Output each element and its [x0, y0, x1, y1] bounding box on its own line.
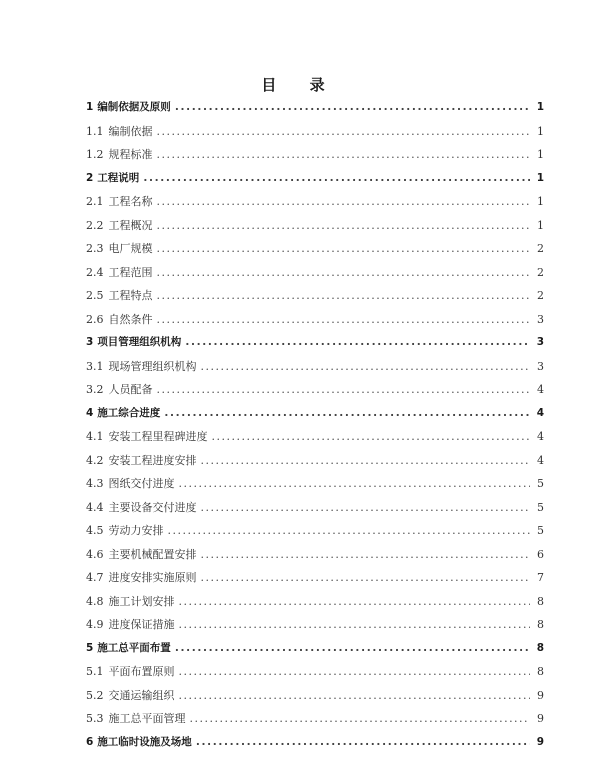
toc-section-entry[interactable] — [86, 566, 544, 590]
toc-dot-leader — [157, 190, 531, 214]
toc-page-number: 2 — [537, 265, 544, 279]
toc-entry-title: 进度保证措施 — [108, 618, 175, 631]
toc-dot-leader — [157, 120, 531, 144]
toc-section-entry[interactable] — [86, 261, 544, 285]
toc-entry-title: 工程特点 — [108, 289, 153, 302]
toc-chapter-entry[interactable] — [86, 402, 544, 426]
toc-entry-number: 2 — [86, 171, 94, 184]
toc-section-entry[interactable] — [86, 355, 544, 379]
toc-section-entry[interactable] — [86, 214, 544, 238]
toc-entry-title: 编制依据及原则 — [97, 101, 171, 113]
toc-entry-number: 4.3 — [86, 477, 104, 490]
toc-page-number: 3 — [536, 336, 544, 348]
toc-dot-leader — [157, 237, 531, 261]
toc-entry-number: 1.2 — [86, 148, 104, 161]
toc-page-number: 1 — [536, 101, 544, 113]
toc-page-number: 1 — [537, 218, 544, 232]
toc-dot-leader — [179, 684, 531, 708]
toc-entry-title: 工程概况 — [108, 218, 153, 232]
toc-entry-title: 电厂规模 — [108, 242, 153, 255]
toc-dot-leader — [179, 613, 531, 637]
toc-entry-number: 2.5 — [86, 289, 104, 302]
toc-dot-leader — [179, 590, 531, 614]
toc-entry-title: 安装工程里程碑进度 — [108, 430, 208, 443]
toc-page-number: 1 — [537, 195, 544, 208]
toc-entry-title: 交通运输组织 — [108, 688, 175, 702]
toc-entry-number: 4.1 — [86, 430, 104, 443]
toc-chapter-entry[interactable] — [86, 331, 544, 355]
toc-section-entry[interactable] — [86, 449, 544, 473]
toc-entry-title: 工程名称 — [108, 195, 153, 208]
toc-entry-title: 项目管理组织机构 — [97, 336, 182, 348]
toc-entry-title: 施工计划安排 — [108, 594, 175, 608]
toc-dot-leader — [157, 261, 531, 285]
toc-entry-title: 现场管理组织机构 — [108, 359, 197, 373]
toc-entry-number: 4.2 — [86, 453, 104, 467]
toc-page-number: 5 — [537, 477, 544, 490]
toc-dot-leader — [175, 96, 530, 120]
toc-page-number: 7 — [537, 571, 544, 584]
toc-section-entry[interactable] — [86, 378, 544, 402]
toc-page-number: 2 — [537, 242, 544, 255]
toc-entry-number: 2.1 — [86, 195, 104, 208]
toc-entry-title: 施工综合进度 — [97, 406, 161, 419]
toc-chapter-entry[interactable] — [86, 96, 544, 120]
toc-entry-title: 图纸交付进度 — [108, 477, 175, 490]
toc-section-entry[interactable] — [86, 308, 544, 332]
toc-entry-number: 1.1 — [86, 124, 104, 138]
toc-entry-number: 5.1 — [86, 665, 104, 678]
toc-dot-leader — [179, 472, 531, 496]
toc-entry-title: 施工总平面布置 — [97, 641, 171, 654]
toc-entry-number: 5 — [86, 641, 94, 654]
toc-page-number: 9 — [536, 735, 544, 748]
toc-dot-leader — [157, 284, 531, 308]
toc-dot-leader — [157, 308, 531, 332]
toc-section-entry[interactable] — [86, 707, 544, 731]
toc-entry-number: 6 — [86, 735, 94, 748]
toc-section-entry[interactable] — [86, 660, 544, 684]
toc-dot-leader — [201, 543, 531, 567]
toc-entry-number: 2.4 — [86, 265, 104, 279]
toc-entry-title: 施工总平面管理 — [108, 712, 186, 725]
toc-page-number: 3 — [537, 359, 544, 373]
toc-section-entry[interactable] — [86, 284, 544, 308]
toc-entry-number: 4 — [86, 406, 94, 419]
toc-chapter-entry[interactable] — [86, 731, 544, 755]
toc-page-number: 4 — [537, 383, 544, 396]
toc-entry-number: 5.2 — [86, 688, 104, 702]
toc-dot-leader — [201, 566, 531, 590]
toc-section-entry[interactable] — [86, 237, 544, 261]
toc-page-number: 1 — [537, 148, 544, 161]
toc-dot-leader — [175, 637, 530, 661]
toc-dot-leader — [157, 214, 531, 238]
toc-section-entry[interactable] — [86, 543, 544, 567]
toc-entry-number: 3 — [86, 336, 94, 348]
toc-entry-number: 4.7 — [86, 571, 104, 584]
toc-dot-leader — [201, 449, 531, 473]
toc-chapter-entry[interactable] — [86, 167, 544, 191]
toc-entry-title: 人员配备 — [108, 383, 153, 396]
toc-entry-title: 主要设备交付进度 — [108, 500, 197, 514]
toc-section-entry[interactable] — [86, 190, 544, 214]
toc-dot-leader — [201, 355, 531, 379]
toc-dot-leader — [179, 660, 531, 684]
toc-entry-title: 自然条件 — [108, 312, 153, 326]
toc-entry-title: 劳动力安排 — [108, 524, 164, 537]
toc-page-number: 8 — [537, 594, 544, 608]
toc-page-number: 5 — [537, 500, 544, 514]
toc-page-number: 9 — [537, 712, 544, 725]
toc-entry-number: 4.5 — [86, 524, 104, 537]
toc-dot-leader — [157, 378, 531, 402]
toc-entry-number: 4.9 — [86, 618, 104, 631]
toc-entry-title: 平面布置原则 — [108, 665, 175, 678]
toc-dot-leader — [190, 707, 531, 731]
toc-section-entry[interactable] — [86, 425, 544, 449]
toc-page-number: 3 — [537, 312, 544, 326]
toc-entry-number: 1 — [86, 101, 94, 113]
toc-section-entry[interactable] — [86, 613, 544, 637]
page-title: 目 录 — [261, 76, 339, 94]
toc-entry-number: 3.2 — [86, 383, 104, 396]
toc-page-number: 8 — [537, 618, 544, 631]
toc-dot-leader — [168, 519, 531, 543]
toc-section-entry[interactable] — [86, 519, 544, 543]
toc-section-entry[interactable] — [86, 684, 544, 708]
toc-page-number: 5 — [537, 524, 544, 537]
toc-entry-number: 3.1 — [86, 359, 104, 373]
toc-page-number: 4 — [537, 430, 544, 443]
toc-page-number: 4 — [536, 406, 544, 419]
toc-page-number: 4 — [537, 453, 544, 467]
toc-page-number: 1 — [537, 124, 544, 138]
toc-entry-number: 4.8 — [86, 594, 104, 608]
toc-page-number: 6 — [537, 547, 544, 561]
toc-entry-number: 2.6 — [86, 312, 104, 326]
toc-section-entry[interactable] — [86, 472, 544, 496]
toc-dot-leader — [164, 402, 530, 426]
toc-dot-leader — [143, 167, 530, 191]
toc-section-entry[interactable] — [86, 143, 544, 167]
toc-entry-title: 工程说明 — [97, 171, 140, 184]
toc-dot-leader — [185, 331, 530, 355]
toc-entry-title: 主要机械配置安排 — [108, 547, 197, 561]
toc-entry-number: 5.3 — [86, 712, 104, 725]
toc-entry-title: 施工临时设施及场地 — [97, 735, 192, 748]
toc-page-number: 8 — [536, 641, 544, 654]
toc-dot-leader — [212, 425, 531, 449]
toc-page-number: 8 — [537, 665, 544, 678]
toc-entry-title: 安装工程进度安排 — [108, 453, 197, 467]
toc-entry-number: 4.6 — [86, 547, 104, 561]
toc-page-number: 9 — [537, 688, 544, 702]
toc-page-number: 1 — [536, 171, 544, 184]
toc-section-entry[interactable] — [86, 496, 544, 520]
toc-dot-leader — [196, 731, 530, 755]
toc-chapter-entry[interactable] — [86, 637, 544, 661]
toc-dot-leader — [157, 143, 531, 167]
toc-dot-leader — [201, 496, 531, 520]
toc-entry-title: 编制依据 — [108, 124, 153, 138]
toc-entry-number: 4.4 — [86, 500, 104, 514]
toc-entry-title: 规程标准 — [108, 148, 153, 161]
toc-entry-title: 进度安排实施原则 — [108, 571, 197, 584]
toc-section-entry[interactable] — [86, 120, 544, 144]
toc-entry-title: 工程范围 — [108, 265, 153, 279]
toc-entry-number: 2.2 — [86, 218, 104, 232]
table-of-contents — [86, 96, 544, 754]
toc-page-number: 2 — [537, 289, 544, 302]
toc-section-entry[interactable] — [86, 590, 544, 614]
toc-entry-number: 2.3 — [86, 242, 104, 255]
